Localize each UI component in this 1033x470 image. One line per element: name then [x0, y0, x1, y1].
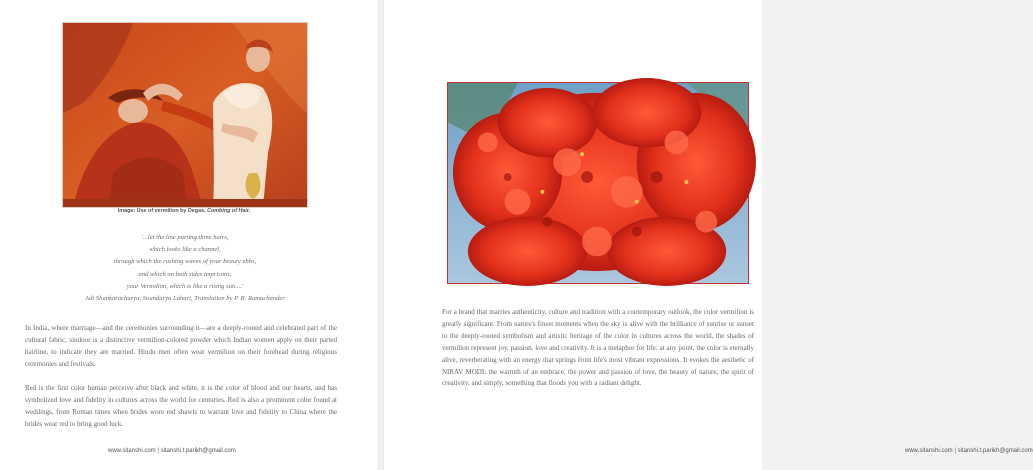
caption-title: Combing of Hair. — [207, 208, 251, 214]
poem-line: which looks like a channel, — [149, 246, 221, 254]
left-paragraph-1 — [25, 323, 337, 371]
poem-quote — [40, 232, 330, 305]
right-paragraph — [442, 307, 754, 390]
poem-line: through which the rushing waves of your beauty ebbs, — [113, 258, 257, 266]
poem-line: '...let the line parting thine hairs, — [141, 234, 229, 241]
painting-caption — [62, 208, 306, 214]
poem-attribution: Adi Shankaracharya, Soundarya Lahari, Translation by P. R. Ramachander — [85, 295, 285, 303]
left-footer: www.sitanshi.com | sitanshi.t.parikh@gmail.com — [108, 448, 236, 454]
paragraph-text: For a brand that marries authenticity, culture and tradition with a contemporary outlook, the color vermilion is greatly significant. From nature's finest moments when the sky is alive with the brilliance of sunrise or sunset to the deeply-rooted symbolism and artistic heritage of the color in cultures across the world, the shades of vermilion represent joy, passion, love and creativity. It is a metaphor for life: at any point, the color is eternally alive, reverberating with an energy that springs from life's most vibrant expressions. It evokes the aesthetic of NIRAV MODI: the warmth of an embrace, the power and passion of love, the beauty of nature, the spirit of creativity, and simply, something that floods you with a radiant delight. — [442, 308, 754, 388]
left-paragraph-2 — [25, 383, 337, 431]
paragraph-text: Red is the first color human perceive after black and white, it is the color of blood and our hearts, and has symbolized love and fidelity in cultures across the world for centuries. Red is also a prominent color found at weddings, from Roman times when brides wore red shawls to warrant love and fidelity to China where the brides wear red to bring good luck. — [25, 384, 337, 428]
degas-painting-image — [62, 22, 308, 208]
paragraph-text: In India, where marriage—and the ceremonies surrounding it—are a deeply-rooted and celebrated part of the cultural fabric, sindoor is a distinctive vermilion-colored powder which Indian women apply on their parted hairline, to indicate they are married. Hindu men often wear vermilion on their forehead during religious ceremonies and festivals. — [25, 324, 337, 368]
right-footer: www.sitanshi.com | sitanshi.t.parikh@gmail.com — [905, 448, 1033, 454]
left-page — [0, 0, 378, 470]
poem-line: and which on both sides imprisons, — [138, 270, 232, 278]
caption-prefix: Image: Use of vermilion by Degas, — [117, 208, 208, 214]
poem-line: your Vermilion, which is like a rising sun....' — [126, 282, 244, 290]
vermilion-flower-image — [447, 82, 749, 284]
